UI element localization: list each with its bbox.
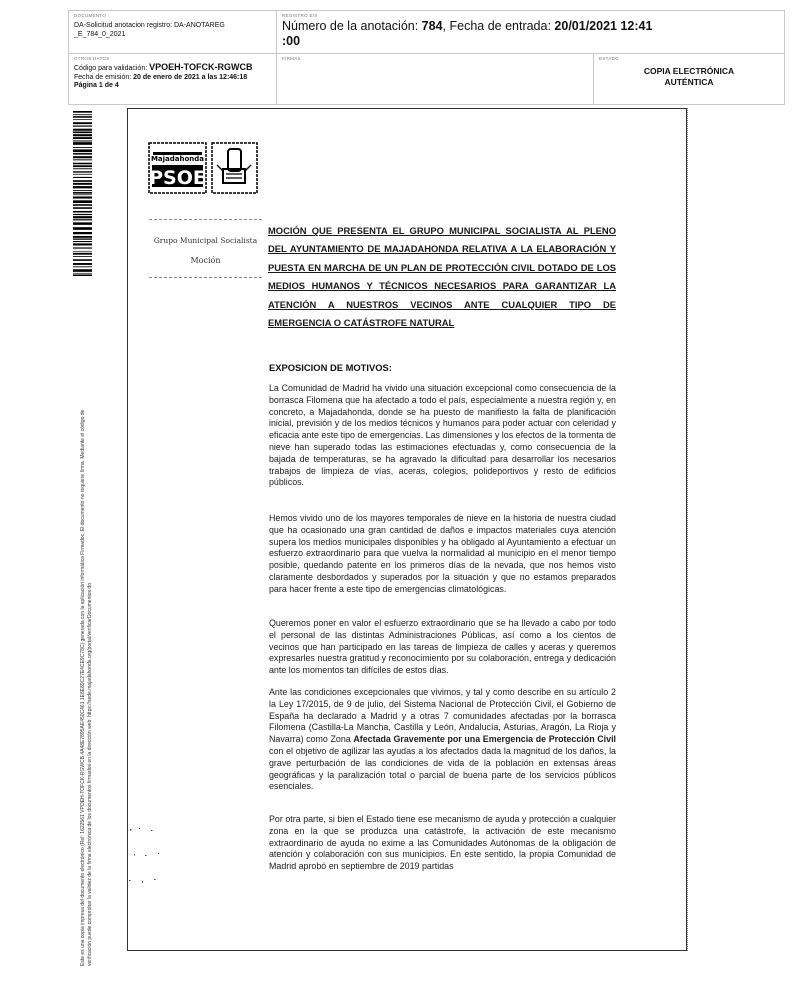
barcode-bar [73, 266, 92, 267]
paragraph-5: Por otra parte, si bien el Estado tiene ese mecanismo de ayuda y protección a cualquier zona en la que se produzca una catástrofe, la activación de este mecanismo extraordinario de ayuda no exime a las Comunidades Autónomas de la obligación de atención y colaboración con sus municipios. En este sentido, la propia Comunidad de Madrid aprobó en septiembre de 2019 partidas [269, 814, 616, 872]
barcode-bar [73, 247, 92, 248]
barcode-bar [73, 111, 92, 113]
paragraph-4: Ante las condiciones excepcionales que vivimos, y tal y como describe en su artículo 2 la Ley 17/2015, de 9 de julio, del Sistema Nacional de Protección Civil, el Gobierno de España ha declarado a Madrid y a otras 7 comunidades afectadas por la borrasca Filomena (Castilla-La Mancha, Castilla y León, Andalucía, Asturias, Aragón, La Rioja y Navarra) como Zona Afectada Gravemente por una Emergencia de Protección Civil con el objetivo de agilizar las ayudas a los afectados dada la magnitud de los daños, la grave perturbación de las condiciones de vida de la población en extensas áreas geográficas y la paralización total o parcial de buena parte de los servicios públicos esenciales. [269, 687, 616, 792]
margin-type: Moción [190, 256, 221, 265]
other-data-cell [69, 54, 277, 104]
registry-entry [282, 19, 779, 49]
validation-label: Código para validación: [74, 65, 150, 72]
barcode-bar [73, 163, 92, 165]
rose-fist-icon [212, 143, 257, 193]
side-text-line-2: verificación puede comprobar la validez de la firma electrónica de los documentos firmados en la dirección web: https://sede.majadahonda.org/portal/verificarDocumentos.do [86, 583, 93, 966]
section-heading: EXPOSICION DE MOTIVOS: [269, 362, 392, 373]
barcode-bar [73, 269, 92, 272]
registry-number: 784 [421, 19, 443, 33]
margin-dash-top [149, 219, 262, 220]
registry-cell [277, 11, 784, 54]
motion-title: MOCIÓN QUE PRESENTA EL GRUPO MUNICIPAL SOCIALISTA AL PLENO DEL AYUNTAMIENTO DE MAJADAHONDA RELATIVA A LA ELABORACIÓN Y PUESTA EN MARCHA DE UN PLAN DE PROTECCIÓN CIVIL DOTADO DE LOS MEDIOS HUMANOS Y TÉCNICOS NECESARIOS PARA GARANTIZAR LA ATENCIÓN A NUESTROS VECINOS ANTE CUALQUIER TIPO DE EMERGENCIA O CATÁSTROFE NATURAL [268, 225, 616, 329]
registry-tail: :00 [282, 34, 301, 48]
barcode-bar [73, 114, 92, 115]
barcode-bar [73, 259, 92, 261]
barcode-bar [73, 192, 92, 194]
barcode-bar [73, 177, 92, 178]
barcode-bar [73, 243, 92, 245]
barcode-bar [73, 119, 92, 120]
barcode-bar [73, 116, 92, 118]
barcode-bar [73, 140, 92, 141]
barcode-bar [73, 251, 92, 252]
status-cell [594, 54, 784, 104]
barcode-bar [73, 190, 92, 191]
barcode-bar [73, 214, 92, 215]
signatures-cell [277, 54, 594, 104]
scanned-page-edge [687, 108, 690, 951]
side-text-line-1: Este es una copia impresa del documento electrónico (Ref: 1622561 VPOEH-TOFCK-RGWCB 4A48E7895AE450C461 1E8E89C27E4CE9C78C) generada con la aplicación informática Firmadoc. El documento no requiere firma. Mediante el código de [80, 409, 86, 966]
barcode-bar [73, 200, 92, 203]
barcode [73, 111, 92, 276]
barcode-bar [73, 236, 92, 238]
other-data-label: OTROS DATOS [74, 56, 110, 61]
barcode-bar [73, 227, 92, 230]
signatures-label: FIRMAS [282, 56, 301, 61]
barcode-bar [73, 183, 92, 185]
paragraph-4-bold: Afectada Gravemente por una Emergencia de Protección Civil [353, 734, 616, 745]
barcode-bar [73, 122, 92, 124]
barcode-bar [73, 131, 92, 133]
barcode-bar [73, 137, 92, 139]
emission-date: 20 de enero de 2021 a las 12:46:18 [133, 73, 248, 81]
logo-org-name: Majadahonda [150, 155, 205, 163]
page-info: Página 1 de 4 [74, 82, 119, 89]
margin-column [143, 219, 268, 278]
psoe-logo [147, 141, 260, 195]
validation-code: VPOEH-TOFCK-RGWCB [149, 62, 253, 72]
barcode-bar [73, 180, 92, 182]
barcode-bar [73, 238, 92, 239]
scan-specks [125, 823, 185, 903]
barcode-bar [73, 274, 92, 276]
paragraph-1: La Comunidad de Madrid ha vivido una situación excepcional como consecuencia de la borrasca Filomena que ha afectado a todo el país, especialmente a nuestra región y, en concreto, a Majadahonda, donde se ha puesto de manifiesto la falta de planificación inicial, previsión y de los medios técnicos y humanos para poder actuar con celeridad y eficacia ante este tipo de emergencias. Las dimensiones y los efectos de la tormenta de nieve han superado todas las estimaciones efectuadas y, como consecuencia de la bajada de temperaturas, se ha agravado la dificultad para desarrollar los necesarios trabajos de limpieza de vías, aceras, colegios, polideportivos y resto de edificios públicos. [269, 383, 616, 488]
barcode-bar [73, 273, 92, 274]
barcode-bar [73, 147, 92, 148]
barcode-bar [73, 196, 92, 198]
barcode-bar [73, 174, 92, 175]
barcode-bar [73, 211, 92, 213]
barcode-bar [73, 222, 92, 224]
barcode-bar [73, 168, 92, 169]
margin-group: Grupo Municipal Socialista [153, 236, 258, 245]
barcode-bar [73, 204, 92, 206]
validation-line [74, 63, 271, 74]
barcode-bar [73, 194, 92, 195]
barcode-bar [73, 142, 92, 145]
paragraph-3: Queremos poner en valor el esfuerzo extraordinario que se ha llevado a cabo por todo el personal de las distintas Administraciones Públicas, así como a los cientos de vecinos que han participado en las tareas de limpieza de calles y aceras y queremos expresarles nuestra gratitud y reconocimiento por su colaboración, entrega y dedicación ante los momentos tan difíciles de estos días. [269, 618, 616, 676]
barcode-bar [73, 263, 92, 265]
status-value: COPIA ELECTRÓNICA AUTÉNTICA [643, 66, 735, 87]
margin-dash-bottom [149, 277, 262, 278]
verification-side-text [80, 286, 93, 966]
emission-line [74, 74, 271, 83]
document-cell [69, 11, 277, 54]
registry-prefix: Número de la anotación: [282, 19, 422, 33]
barcode-bar [73, 165, 92, 167]
barcode-bar [73, 219, 92, 220]
barcode-bar [73, 171, 92, 172]
document-name: DA-Solicitud anotacion registro: DA-ANOTAREG _E_784_0_2021 [74, 22, 225, 38]
barcode-bar [73, 159, 92, 160]
document-label: DOCUMENTO [74, 13, 107, 18]
barcode-bar [73, 256, 92, 257]
emission-label: Fecha de emisión: [74, 73, 134, 81]
barcode-bar [73, 156, 92, 158]
barcode-bar [73, 216, 92, 218]
paragraph-2: Hemos vivido uno de los mayores temporales de nieve en la historia de nuestra ciudad que ha ocasionado una gran cantidad de daños e impactos materiales cuya atención supera los medios municipales disponibles y ha obligado al Ayuntamiento a efectuar un esfuerzo extraordinario para que vuelva la normalidad al municipio en el menor tiempo posible, quedando patente en los primeros días de la nevada, que nos hemos visto claramente desbordados y superados por la situación y que no estamos preparados para hacer frente a este tipo de emergencias climatológicas. [269, 513, 616, 594]
barcode-bar [73, 232, 92, 234]
barcode-bar [73, 134, 92, 136]
status-label: ESTADO [599, 56, 619, 61]
document-header [68, 10, 785, 105]
barcode-bar [73, 241, 92, 242]
registry-label: REGISTRO E/S [282, 13, 318, 18]
barcode-bar [73, 186, 92, 188]
barcode-bar [73, 125, 92, 126]
barcode-bar [73, 153, 92, 155]
barcode-bar [73, 149, 92, 152]
registry-middle: , Fecha de entrada: [442, 19, 555, 33]
registry-date: 20/01/2021 12:41 [554, 19, 653, 33]
barcode-bar [73, 253, 92, 255]
barcode-bar [73, 129, 92, 131]
barcode-bar [73, 207, 92, 209]
logo-party: PSOE [149, 167, 206, 189]
